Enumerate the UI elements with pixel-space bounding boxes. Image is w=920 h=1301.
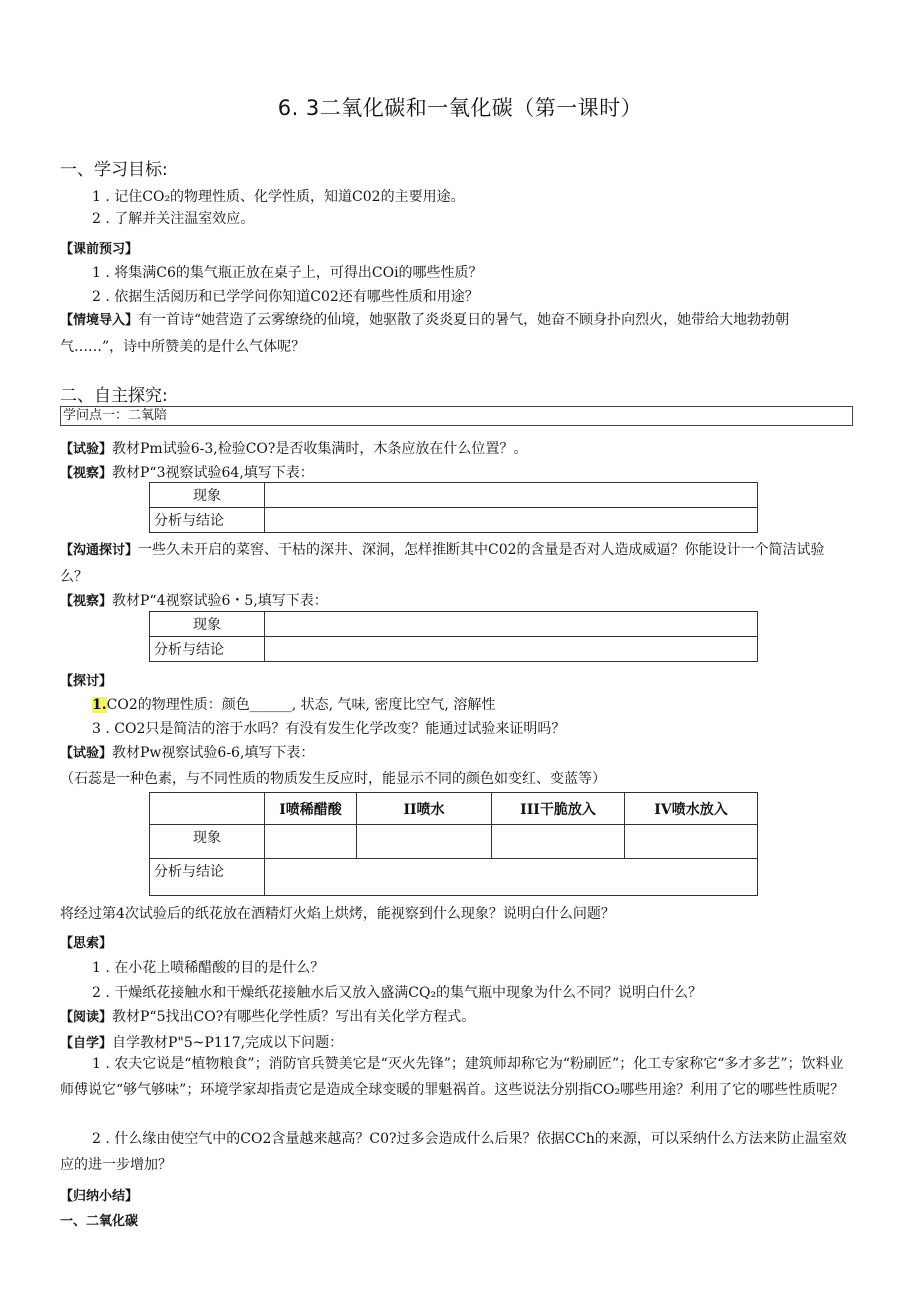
cell-phenomenon[interactable] [265,483,758,508]
cell-phenomenon-2[interactable] [357,825,492,859]
situation-paragraph [60,307,850,360]
preview-item-1: 1 . 将集满C6的集气瓶正放在桌子上，可得出COi的哪些性质？ [92,265,483,281]
experiment-1 [60,438,527,458]
self-study-line [60,1032,343,1052]
row-label-phenomenon: 现象 [150,825,265,859]
summary-item: 一、二氧化碳 [60,1214,139,1229]
think-item-2: 2 . 干燥纸花接触水和干燥纸花接触水后又放入盛满CQ₂的集气瓶中现象为什么不同？说明白什么？ [92,985,703,1001]
row-label-analysis: 分析与结论 [150,637,265,662]
header-spray-acid: I喷稀醋酸 [265,793,357,825]
self-study-question-2: 2 . 什么缘由使空气中的CO2含量越来越高？C0?过多会造成什么后果？依据CCh的来源，可以采纳什么方法来防止温室效应的进一步增加？ [60,1131,847,1173]
header-direct-put: III干脆放入 [492,793,625,825]
read-line [60,1006,475,1026]
explore-tag: 【探讨】 [60,674,113,689]
section-heading-goals: 一、学习目标: [60,160,168,180]
header-spray-water: II喷水 [357,793,492,825]
experiment-2-text: 教材Pw视察试验6-6,填写下表： [112,745,315,761]
litmus-note: （石蕊是一种色素，与不同性质的物质发生反应时，能显示不同的颜色如变红、变蓝等） [60,771,606,787]
discuss-text: 一些久未开启的菜窖、干枯的深井、深洞，怎样推断其中C02的含量是否对人造成威逼？你能设计一个简洁试验么？ [60,542,825,585]
table-observe-1 [149,482,758,533]
row-label-phenomenon: 现象 [150,483,265,508]
summary-tag: 【归纳小结】 [60,1189,139,1204]
observe-1-text: 教材P“3视察试验64,填写下表： [112,465,314,481]
corner-cell [150,793,265,825]
page-title: 6. 3二氧化碳和一氧化碳（第一课时） [277,96,643,120]
self-study-question-1: 1 . 农夫它说是“植物粮食”；消防官兵赞美它是“灭火先锋”；建筑师却称它为“粉刷匠”；化工专家称它“多才多艺”；饮料业师傅说它“够气够味”；环境学家却指责它是造成全球变暖的罪魁祸首。这些说法分别指CO₂哪些用途？利用了它的哪些性质呢？ [60,1056,845,1098]
think-item-1: 1 . 在小花上喷稀醋酸的目的是什么？ [92,960,325,976]
think-tag: 【思索】 [60,936,113,951]
cell-phenomenon-3[interactable] [492,825,625,859]
observe-2-text: 教材P“4视察试验6・5,填写下表： [112,593,328,609]
preview-tag: 【课前预习】 [60,242,139,257]
situation-text: 有一首诗“她营造了云雾缭绕的仙境，她驱散了炎炎夏日的暑气，她奋不顾身扑向烈火，她带给大地勃勃朝气……”，诗中所赞美的是什么气体呢？ [60,312,790,355]
section-heading-explore: 二、自主探究: [60,386,168,406]
table-observe-2 [149,611,758,662]
goal-item-1: 1 . 记住CO₂的物理性质、化学性质，知道C02的主要用途。 [92,189,465,205]
cell-analysis[interactable] [265,637,758,662]
cell-analysis[interactable] [265,508,758,533]
table-litmus [149,792,758,896]
cell-phenomenon-4[interactable] [625,825,758,859]
cell-analysis[interactable] [265,859,758,896]
explore-item-1 [92,694,495,714]
observe-2 [60,590,328,610]
self-study-text: 自学教材P"5~P117,完成以下问题： [112,1035,344,1051]
preview-item-2: 2 . 依据生活阅历和已学学问你知道C02还有哪些性质和用途？ [92,289,479,305]
observe-1-tag: 【视察】 [60,466,113,481]
explore-item-1-text: CO2的物理性质：颜色______, 状态, 气味, 密度比空气, 溶解性 [106,697,496,713]
experiment-2 [60,742,314,762]
header-spray-then-put: IV喷水放入 [625,793,758,825]
experiment-2-tag: 【试验】 [60,746,113,761]
goal-item-2: 2 . 了解并关注温室效应。 [92,211,255,227]
experiment-1-tag: 【试验】 [60,442,113,457]
explore-item-3: 3 . CO2只是简洁的溶于水吗？有没有发生化学改变？能通过试验来证明吗？ [92,721,566,737]
experiment-1-text: 教材Pm试验6-3,检验CO?是否收集满时，木条应放在什么位置？。 [112,441,528,457]
cell-phenomenon[interactable] [265,612,758,637]
explore-item-1-number: 1. [92,697,107,713]
observe-2-tag: 【视察】 [60,594,113,609]
after-table-question: 将经过第4次试验后的纸花放在酒精灯火焰上烘烤，能视察到什么现象？说明白什么问题？ [60,906,615,922]
self-study-tag: 【自学】 [60,1036,113,1051]
cell-phenomenon-1[interactable] [265,825,357,859]
knowledge-point-box: 学问点一：二氧陪 [60,406,853,426]
situation-tag: 【情境导入】 [60,313,139,328]
row-label-analysis: 分析与结论 [150,508,265,533]
discuss-tag: 【沟通探讨】 [60,543,139,558]
row-label-analysis: 分析与结论 [150,859,265,896]
read-text: 教材P“5找出CO?有哪些化学性质？写出有关化学方程式。 [112,1009,476,1025]
row-label-phenomenon: 现象 [150,612,265,637]
discuss-paragraph [60,537,850,590]
observe-1 [60,462,314,482]
read-tag: 【阅读】 [60,1010,113,1025]
